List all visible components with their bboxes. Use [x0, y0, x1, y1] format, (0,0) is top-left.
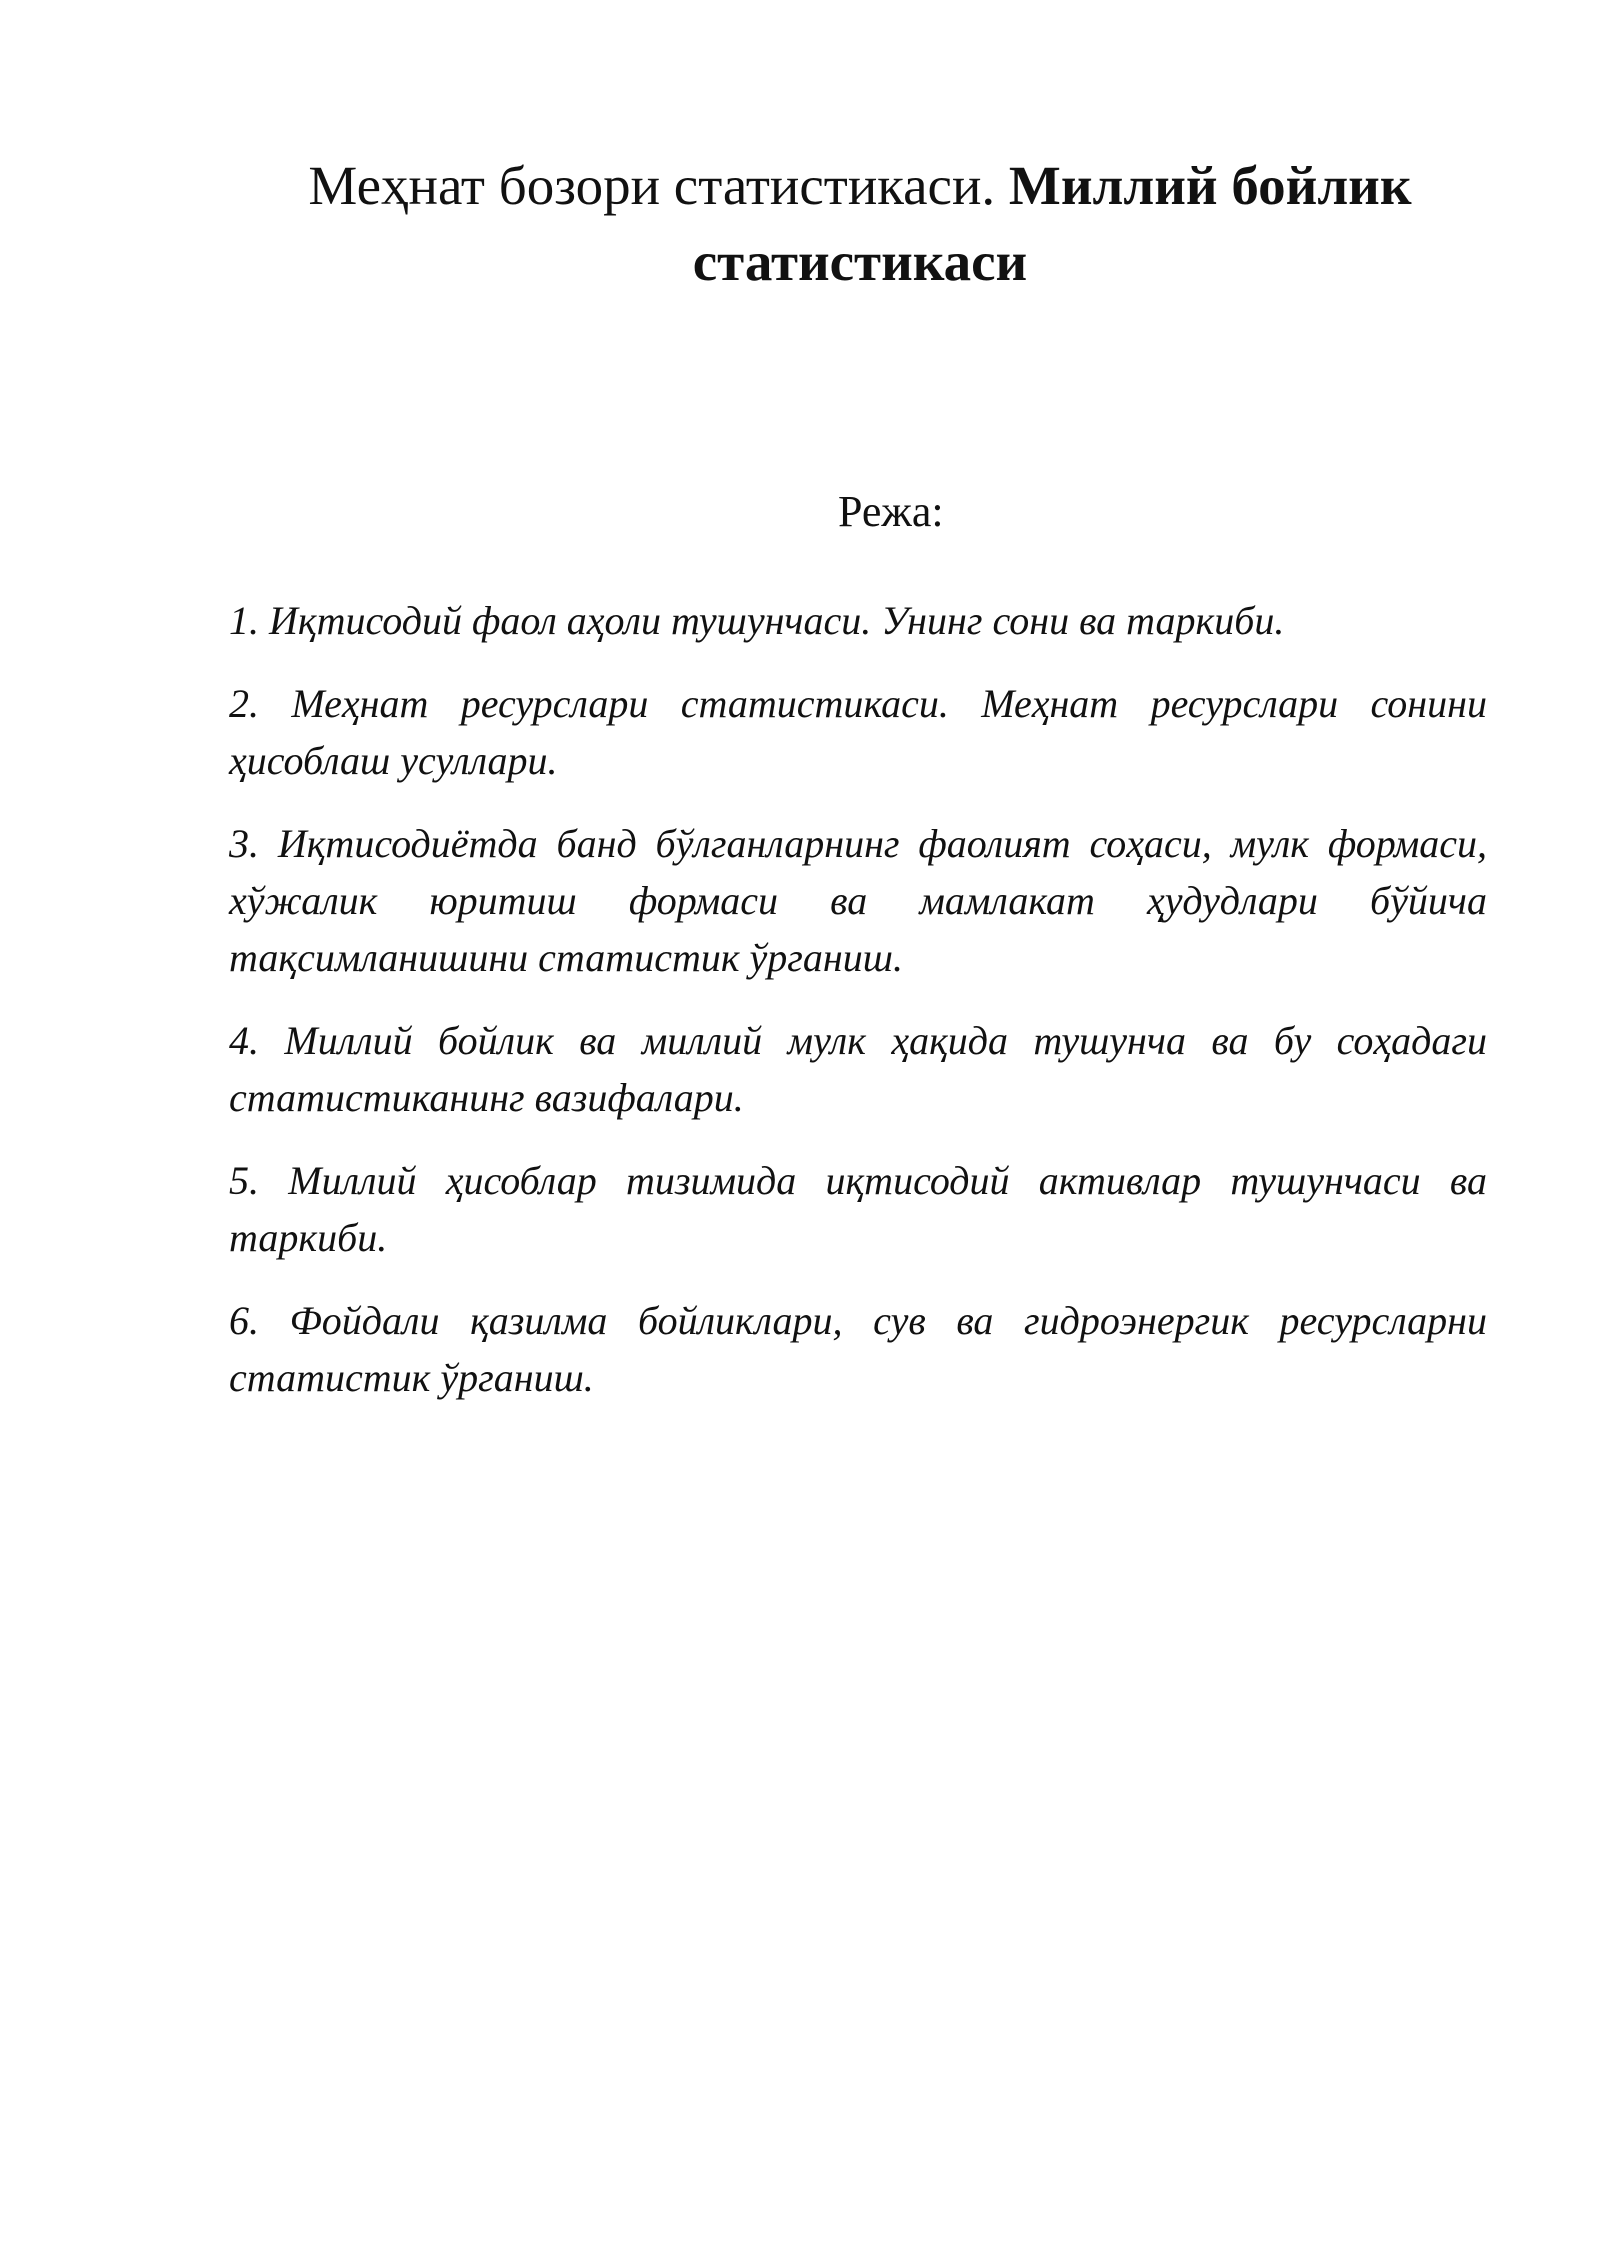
- title-bold-part: Миллий бойлик статистикаси: [692, 155, 1412, 292]
- plan-item-3: 3. Иқтисодиётда банд бўлганларнинг фаолият соҳаси, мулк формаси, хўжалик юритиш формаси ва мамлакат ҳудудлари бўйича тақсимланишини статистик ўрганиш.: [229, 821, 1487, 980]
- plan-heading: Режа:: [838, 487, 944, 536]
- title-regular-part: Меҳнат бозори статистикаси.: [308, 155, 1009, 216]
- plan-list: [229, 592, 1487, 1432]
- document-title: [220, 148, 1500, 300]
- plan-item-5: 5. Миллий ҳисоблар тизимида иқтисодий активлар тушунчаси ва таркиби.: [229, 1158, 1487, 1260]
- plan-item-6: 6. Фойдали қазилма бойликлари, сув ва гидроэнергик ресурсларни статистик ўрганиш.: [229, 1298, 1487, 1400]
- plan-item-1: 1. Иқтисодий фаол аҳоли тушунчаси. Унинг сони ва таркиби.: [229, 598, 1285, 643]
- plan-item-4: 4. Миллий бойлик ва миллий мулк ҳақида тушунча ва бу соҳадаги статистиканинг вазифалари.: [229, 1018, 1487, 1120]
- plan-item-2: 2. Меҳнат ресурслари статистикаси. Меҳнат ресурслари сонини ҳисоблаш усуллари.: [229, 681, 1487, 783]
